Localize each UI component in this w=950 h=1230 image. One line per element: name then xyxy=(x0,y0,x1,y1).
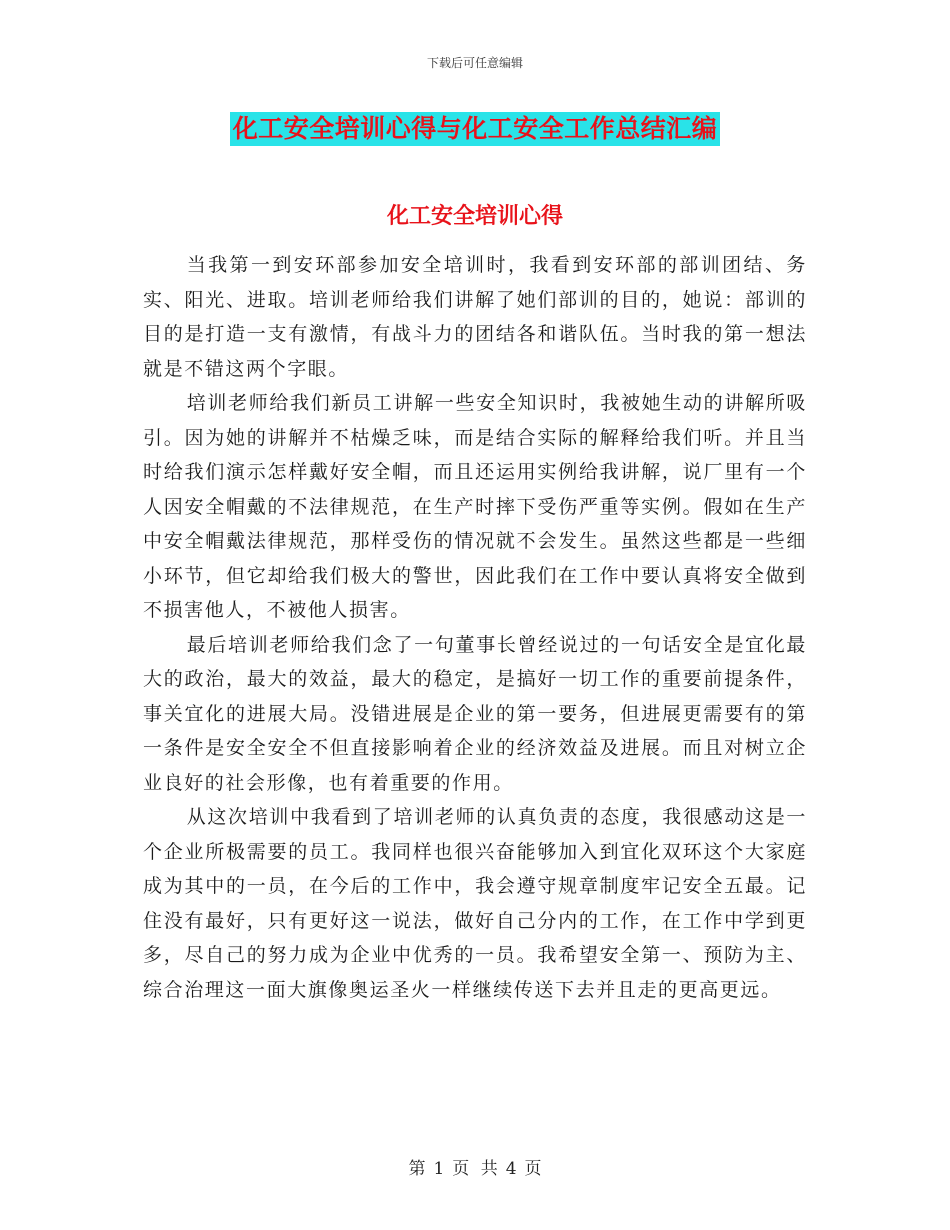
paragraph-1: 当我第一到安环部参加安全培训时，我看到安环部的部训团结、务实、阳光、进取。培训老师给我们讲解了她们部训的目的，她说：部训的目的是打造一支有激情，有战斗力的团结各和谐队伍。当时我的第一想法就是不错这两个字眼。 xyxy=(143,254,807,380)
footer-page-number: 1 xyxy=(433,1159,445,1179)
page-footer xyxy=(0,1154,950,1179)
document-title-container xyxy=(0,112,950,146)
document-title: 化工安全培训心得与化工安全工作总结汇编 xyxy=(230,112,721,146)
footer-total-pages: 4 xyxy=(505,1159,517,1179)
paragraph-2: 培训老师给我们新员工讲解一些安全知识时，我被她生动的讲解所吸引。因为她的讲解并不枯燥乏味，而是结合实际的解释给我们听。并且当时给我们演示怎样戴好安全帽，而且还运用实例给我讲解，说厂里有一个人因安全帽戴的不法律规范，在生产时摔下受伤严重等实例。假如在生产中安全帽戴法律规范，那样受伤的情况就不会发生。虽然这些都是一些细小环节，但它却给我们极大的警世，因此我们在工作中要认真将安全做到不损害他人，不被他人损害。 xyxy=(143,392,807,621)
body-text xyxy=(143,248,807,1007)
section-title: 化工安全培训心得 xyxy=(386,204,563,229)
footer-prefix: 第 xyxy=(408,1159,426,1179)
paragraph-3: 最后培训老师给我们念了一句董事长曾经说过的一句话安全是宜化最大的政治，最大的效益，最大的稳定，是搞好一切工作的重要前提条件，事关宜化的进展大局。没错进展是企业的第一要务，但进展更需要有的第一条件是安全安全不但直接影响着企业的经济效益及进展。而且对树立企业良好的社会形像，也有着重要的作用。 xyxy=(143,633,807,794)
paragraph-4: 从这次培训中我看到了培训老师的认真负责的态度，我很感动这是一个企业所极需要的员工。我同样也很兴奋能够加入到宜化双环这个大家庭成为其中的一员，在今后的工作中，我会遵守规章制度牢记安全五最。记住没有最好，只有更好这一说法，做好自己分内的工作，在工作中学到更多，尽自己的努力成为企业中优秀的一员。我希望安全第一、预防为主、综合治理这一面大旗像奥运圣火一样继续传送下去并且走的更高更远。 xyxy=(143,806,807,1001)
header-note: 下载后可任意编辑 xyxy=(426,56,523,70)
footer-suffix: 页 xyxy=(524,1159,542,1179)
footer-middle: 页 共 xyxy=(452,1159,498,1179)
